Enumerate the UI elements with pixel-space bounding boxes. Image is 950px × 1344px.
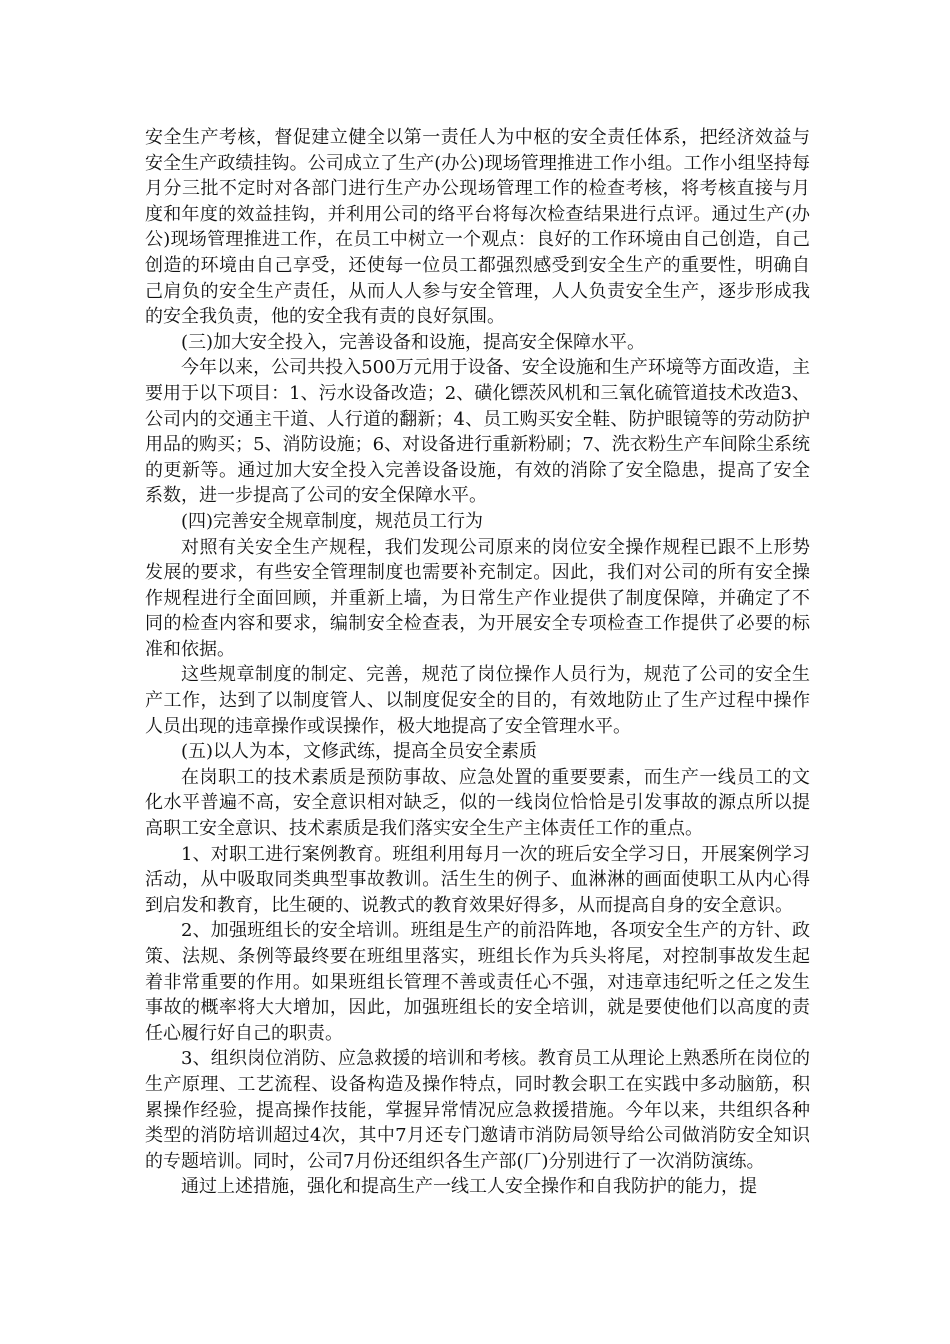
paragraph-regulations-review: 对照有关安全生产规程，我们发现公司原来的岗位安全操作规程已跟不上形势发展的要求，有些安全管理制度也需要补充制定。因此，我们对公司的所有安全操作规程进行全面回顾，并重新上墙，为日常生产作业提供了制度保障，并确定了不同的检查内容和要求，编制安全检查表，为开展安全专项检查工作提供了必要的标准和依据。: [145, 536, 810, 660]
paragraph-fire-rescue-training: 3、组织岗位消防、应急救援的培训和考核。教育员工从理论上熟悉所在岗位的生产原理、工艺流程、设备构造及操作特点，同时教会职工在实践中多动脑筋，积累操作经验，提高操作技能，掌握异常情况应急救援措施。今年以来，共组织各种类型的消防培训超过4次，其中7月还专门邀请市消防局领导给公司做消防安全知识的专题培训。同时，公司7月份还组织各生产部(厂)分别进行了一次消防演练。: [145, 1048, 810, 1172]
heading-section-3: (三)加大安全投入，完善设备和设施，提高安全保障水平。: [181, 331, 646, 353]
paragraph-conclusion: 通过上述措施，强化和提高生产一线工人安全操作和自我防护的能力，提: [181, 1176, 757, 1198]
heading-section-4: (四)完善安全规章制度，规范员工行为: [181, 510, 484, 532]
paragraph-case-education: 1、对职工进行案例教育。班组利用每月一次的班后安全学习日，开展案例学习活动，从中吸取同类典型事故教训。活生生的例子、血淋淋的画面使职工从内心得到启发和教育，比生硬的、说教式的教育效果好得多，从而提高自身的安全意识。: [145, 843, 810, 916]
paragraph-regulations-effect: 这些规章制度的制定、完善，规范了岗位操作人员行为，规范了公司的安全生产工作，达到了以制度管人、以制度促安全的目的，有效地防止了生产过程中操作人员出现的违章操作或误操作，极大地提高了安全管理水平。: [145, 664, 810, 737]
paragraph-staff-quality: 在岗职工的技术素质是预防事故、应急处置的重要要素，而生产一线员工的文化水平普遍不高，安全意识相对缺乏，似的一线岗位恰恰是引发事故的源点所以提高职工安全意识、技术素质是我们落实安全生产主体责任工作的重点。: [145, 766, 810, 840]
paragraph-safety-investment: 今年以来，公司共投入500万元用于设备、安全设施和生产环境等方面改造，主要用于以下项目：1、污水设备改造；2、磺化镖茨风机和三氧化硫管道技术改造3、公司内的交通主干道、人行道的翻新；4、员工购买安全鞋、防护眼镜等的劳动防护用品的购买；5、消防设施；6、对设备进行重新粉刷；7、洗衣粉生产车间除尘系统的更新等。通过加大安全投入完善设备设施，有效的消除了安全隐患，提高了安全系数，进一步提高了公司的安全保障水平。: [145, 357, 810, 507]
paragraph-safety-assessment: 安全生产考核，督促建立健全以第一责任人为中枢的安全责任体系，把经济效益与安全生产政绩挂钩。公司成立了生产(办公)现场管理推进工作小组。工作小组坚持每月分三批不定时对各部门进行生产办公现场管理工作的检查考核，将考核直接与月度和年度的效益挂钩，并利用公司的络平台将每次检查结果进行点评。通过生产(办公)现场管理推进工作，在员工中树立一个观点：良好的工作环境由自己创造，自己创造的环境由自己享受，还使每一位员工都强烈感受到安全生产的重要性，明确自己肩负的安全生产责任，从而人人参与安全管理，人人负责安全生产，逐步形成我的安全我负责，他的安全我有责的良好氛围。: [145, 127, 810, 328]
heading-section-5: (五)以人为本，文修武练，提高全员安全素质: [181, 741, 538, 763]
paragraph-team-leader-training: 2、加强班组长的安全培训。班组是生产的前沿阵地，各项安全生产的方针、政策、法规、条例等最终要在班组里落实，班组长作为兵头将尾，对控制事故发生起着非常重要的作用。如果班组长管理不善或责任心不强，对违章违纪听之任之发生事故的概率将大大增加，因此，加强班组长的安全培训，就是要使他们以高度的责任心履行好自己的职责。: [145, 920, 810, 1044]
document-body: [145, 125, 810, 1200]
